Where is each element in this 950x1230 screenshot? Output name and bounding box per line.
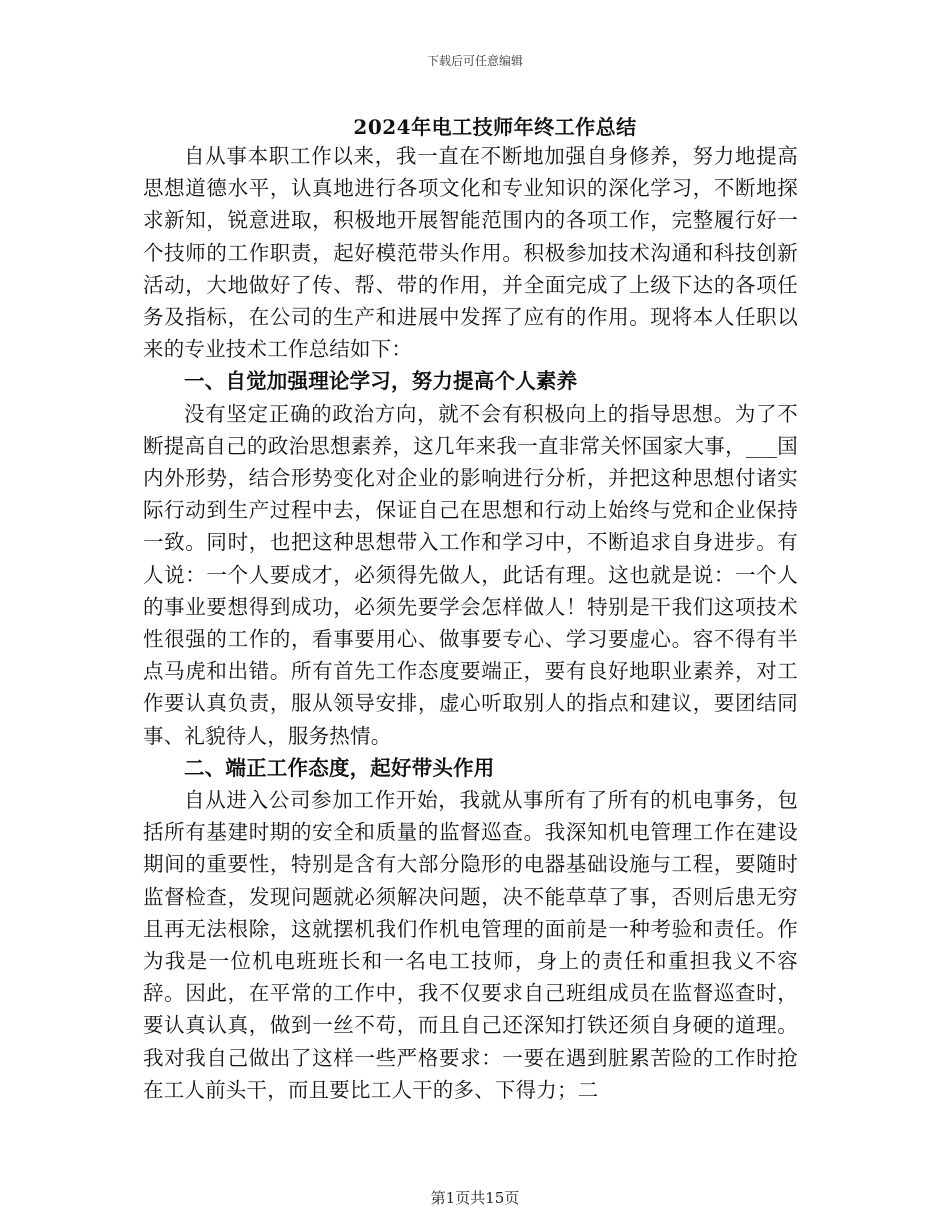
section-heading-2: 二、端正工作态度，起好带头作用	[184, 755, 495, 780]
section-2-paragraph: 自从进入公司参加工作开始，我就从事所有了所有的机电事务，包括所有基建时期的安全和质量的监督巡查。我深知机电管理工作在建设期间的重要性，特别是含有大部分隐形的电器基础设施与工程，要随时监督检查，发现问题就必须解决问题，决不能草草了事，否则后患无穷且再无法根除，这就摆机我们作机电管理的面前是一种考验和责任。作为我是一位机电班班长和一名电工技师，身上的责任和重担我义不容辞。因此，在平常的工作中，我不仅要求自己班组成员在监督巡查时，要认真认真，做到一丝不苟，而且自己还深知打铁还须自身硬的道理。我对我自己做出了这样一些严格要求：一要在遇到脏累苦险的工作时抢在工人前头干，而且要比工人干的多、下得力；二	[143, 788, 798, 1102]
intro-paragraph: 自从事本职工作以来，我一直在不断地加强自身修养，努力地提高思想道德水平，认真地进行各项文化和专业知识的深化学习，不断地探求新知，锐意进取，积极地开展智能范围内的各项工作，完整履行好一个技师的工作职责，起好模范带头作用。积极参加技术沟通和科技创新活动，大地做好了传、帮、带的作用，并全面完成了上级下达的各项任务及指标，在公司的生产和进展中发挥了应有的作用。现将本人任职以来的专业技术工作总结如下：	[143, 144, 798, 362]
section-1-paragraph: 没有坚定正确的政治方向，就不会有积极向上的指导思想。为了不断提高自己的政治思想素养，这几年来我一直非常关怀国家大事，___国内外形势，结合形势变化对企业的影响进行分析，并把这种思想付诸实际行动到生产过程中去，保证自己在思想和行动上始终与党和企业保持一致。同时，也把这种思想带入工作和学习中，不断追求自身进步。有人说：一个人要成才，必须得先做人，此话有理。这也就是说：一个人的事业要想得到成功，必须先要学会怎样做人！特别是干我们这项技术性很强的工作的，看事要用心、做事要专心、学习要虚心。容不得有半点马虎和出错。所有首先工作态度要端正，要有良好地职业素养，对工作要认真负责，服从领导安排，虚心听取别人的指点和建议，要团结同事、礼貌待人，服务热情。	[143, 401, 798, 748]
header-note: 下载后可任意编辑	[426, 54, 523, 68]
document-body	[143, 140, 798, 1106]
section-heading-1: 一、自觉加强理论学习，努力提高个人素养	[184, 369, 578, 394]
document-title: 2024年电工技师年终工作总结	[353, 115, 637, 139]
page-number: 第1页共15页	[430, 1189, 520, 1207]
